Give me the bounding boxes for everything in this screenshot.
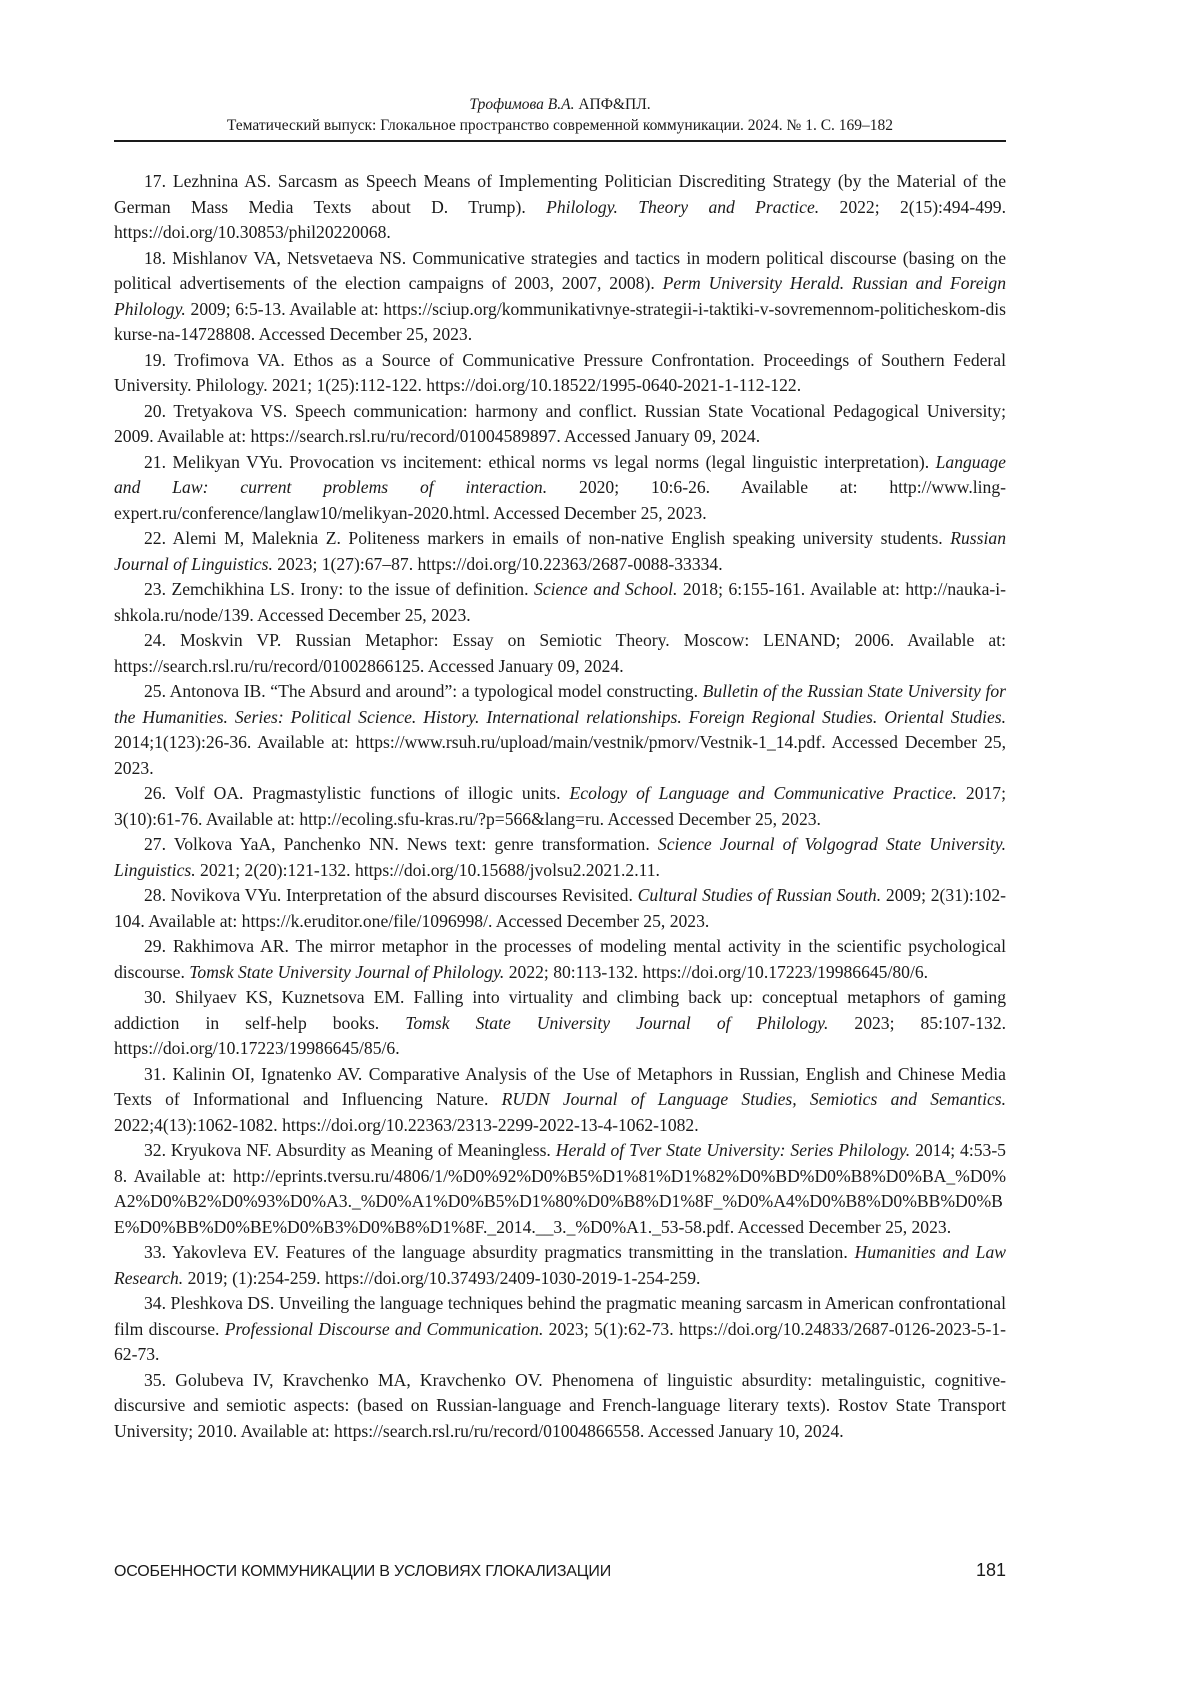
reference-details: 2022; 2(15):494-499. https://doi.org/10.30853/phil20220068. — [114, 197, 1006, 243]
reference-text: Kryukova NF. Absurdity as Meaning of Meaningless. — [171, 1140, 551, 1160]
reference-text: Shilyaev KS, Kuznetsova EM. Falling into virtuality and climbing back up: conceptual metaphors of gaming addiction in self-help books. — [114, 987, 1006, 1033]
reference-details: 2014; 4:53-58. Available at: http://eprints.tversu.ru/4806/1/%D0%92%D0%B5%D1%81%D1%82%D0%BD%D0%B8%D0%BA_%D0%A2%D0%B2%D0%93%D0%A3._%D0%A1%D0%B5%D1%80%D0%B8%D1%8F_%D0%A4%D0%B8%D0%BB%D0%BE%D0%BB%D0%BE%D0%B3%D0%B8%D1%8F._2014.__3._%D0%A1._53-58.pdf. Accessed December 25, 2023. — [114, 1140, 1006, 1237]
reference-item — [114, 628, 1006, 679]
reference-text: Mishlanov VA, Netsvetaeva NS. Communicative strategies and tactics in modern political discourse (basing on the political advertisements of the election campaigns of 2003, 2007, 2008). — [114, 248, 1006, 294]
reference-journal: Human­ities and Law Research. — [114, 1242, 1006, 1288]
reference-number: 26. — [144, 783, 166, 803]
reference-journal: Cultural Studies of Russian South. — [638, 885, 881, 905]
footer-section-title: ОСОБЕННОСТИ КОММУНИКАЦИИ В УСЛОВИЯХ ГЛОКАЛИЗАЦИИ — [114, 1563, 611, 1581]
reference-text: Rakhimova AR. The mirror metaphor in the processes of modeling mental activity in the scientif­ic psychological discourse. — [114, 936, 1006, 982]
reference-details: 2023; 5(1):62-73. https://doi.org/10.24833/2687-0126-2023-5-1-62-73. — [114, 1319, 1006, 1365]
reference-item — [114, 1062, 1006, 1139]
reference-journal: Professional Discourse and Communication. — [225, 1319, 544, 1339]
reference-journal: RUDN Journal of Language Studies, Semiotics and Semantics. — [502, 1089, 1006, 1109]
reference-text: Alemi M, Maleknia Z. Politeness markers in emails of non-native English speaking university students. — [173, 528, 943, 548]
reference-details: 2023; 85:107-132. https://doi.org/10.17223/19986645/85/6. — [114, 1013, 1006, 1059]
reference-text: Novikova VYu. Interpretation of the absurd discourses Revisited. — [171, 885, 633, 905]
reference-number: 28. — [144, 885, 166, 905]
reference-item — [114, 399, 1006, 450]
reference-number: 29. — [144, 936, 166, 956]
reference-journal: Science and School. — [534, 579, 677, 599]
reference-number: 35. — [144, 1370, 166, 1390]
page-number: 181 — [976, 1560, 1006, 1581]
reference-number: 24. — [144, 630, 166, 650]
reference-item — [114, 1291, 1006, 1368]
reference-details: 2009; 6:5-13. Available at: https://sciup.org/kommunikativnye-strate­gii-i-taktiki-v-sovremennom-politicheskom-diskurse-na-14728808. Accessed December 25, 2023. — [114, 299, 1006, 345]
reference-details: 2009; 2(31):102-104. Available at: https://k.eruditor.one/file/1096998/. Accessed December 25, 2023. — [114, 885, 1006, 931]
reference-text: Volf OA. Pragmastylistic functions of illogic units. — [175, 783, 561, 803]
reference-number: 19. — [144, 350, 166, 370]
reference-number: 31. — [144, 1064, 166, 1084]
reference-text: Zemchikhina LS. Irony: to the issue of definition. — [172, 579, 529, 599]
reference-number: 32. — [144, 1140, 166, 1160]
reference-journal: Language and Law: current problems of interaction. — [114, 452, 1006, 498]
reference-text: Melikyan VYu. Provocation vs incitement: ethical norms vs legal norms (legal linguistic interpretation). — [172, 452, 929, 472]
reference-item — [114, 169, 1006, 246]
reference-text: Antonova IB. “The Absurd and around”: a typological model constructing. — [170, 681, 698, 701]
reference-details: 2017; 3(10):61-76. Available at: http://ecoling.sfu-kras.ru/?p=566&lang=ru. Accessed December 25, 2023. — [114, 783, 1006, 829]
reference-item — [114, 679, 1006, 781]
reference-number: 25. — [144, 681, 166, 701]
reference-number: 18. — [144, 248, 166, 268]
header-journal-abbr: АПФ&ПЛ. — [578, 96, 650, 113]
reference-number: 30. — [144, 987, 166, 1007]
reference-details: 2023; 1(27):67–87. https://doi.org/10.22363/2687-0088-33334. — [277, 554, 722, 574]
reference-text: Kalinin OI, Ignatenko AV. Comparative Analysis of the Use of Metaphors in Russian, English and Chi­nese Media Texts of Informational and Influencing Nature. — [114, 1064, 1006, 1110]
reference-number: 17. — [144, 171, 166, 191]
reference-number: 20. — [144, 401, 166, 421]
reference-item — [114, 1368, 1006, 1445]
reference-number: 21. — [144, 452, 166, 472]
reference-item — [114, 883, 1006, 934]
reference-text: Moskvin VP. Russian Metaphor: Essay on Semiotic Theory. Moscow: LENAND; 2006. Available at: https://search.rsl.ru/ru/record/01002866125. Accessed January 09, 2024. — [114, 630, 1006, 676]
reference-text: Tretyakova VS. Speech communication: harmony and conflict. Russian State Vocational Pedagogical University; 2009. Available at: https://search.rsl.ru/ru/record/01004589897. Accessed January 09, 2024. — [114, 401, 1006, 447]
reference-number: 33. — [144, 1242, 166, 1262]
reference-details: 2021; 2(20):121-132. https://doi.org/10.15688/jvolsu2.2021.2.11. — [200, 860, 660, 880]
reference-item — [114, 348, 1006, 399]
reference-journal: Tomsk State University Journal of Philology. — [405, 1013, 828, 1033]
reference-item — [114, 450, 1006, 527]
reference-item — [114, 526, 1006, 577]
reference-item — [114, 1138, 1006, 1240]
reference-journal: Ecology of Language and Communicative Practice. — [570, 783, 957, 803]
reference-item — [114, 246, 1006, 348]
reference-number: 27. — [144, 834, 166, 854]
reference-details: 2019; (1):254-259. https://doi.org/10.37493/2409-1030-2019-1-254-259. — [188, 1268, 701, 1288]
reference-text: Pleshkova DS. Unveiling the language techniques behind the pragmatic meaning sarcasm in Ameri­can confrontational film discourse. — [114, 1293, 1006, 1339]
reference-item — [114, 1240, 1006, 1291]
header-divider — [114, 140, 1006, 142]
reference-list — [114, 169, 1006, 1444]
reference-item — [114, 832, 1006, 883]
reference-details: 2022; 80:113-132. https://doi.org/10.17223/19986645/80/6. — [509, 962, 928, 982]
reference-item — [114, 781, 1006, 832]
reference-details: 2020; 10:6-26. Available at: http://www.ling-expert.ru/conference/langlaw10/melikyan-2020.html. Accessed December 25, 2023. — [114, 477, 1006, 523]
running-header — [114, 94, 1006, 136]
reference-number: 22. — [144, 528, 166, 548]
reference-text: Yakovleva EV. Features of the language absurdity pragmatics transmitting in the translation. — [172, 1242, 848, 1262]
reference-journal: Russian Journal of Linguistics. — [114, 528, 1006, 574]
header-issue-line: Тематический выпуск: Глокальное пространство современной коммуникации. 2024. № 1. С. 169–182 — [114, 115, 1006, 136]
reference-journal: Perm University Her­ald. Russian and Foreign Philology. — [114, 273, 1006, 319]
reference-number: 34. — [144, 1293, 166, 1313]
reference-journal: Science Journal of Volgograd State University. Linguistics. — [114, 834, 1006, 880]
reference-text: Volkova YaA, Panchenko NN. News text: genre transformation. — [174, 834, 650, 854]
reference-number: 23. — [144, 579, 166, 599]
reference-details: 2022;4(13):1062-1082. https://doi.org/10.22363/2313-2299-2022-13-4-1062-1082. — [114, 1115, 699, 1135]
header-line-authors — [114, 94, 1006, 115]
header-authors: Трофимова В.А. — [469, 96, 574, 113]
reference-journal: Philology. Theory and Practice. — [546, 197, 819, 217]
reference-details: 2014;1(123):26-36. Available at: https://www.rsuh.ru/upload/main/vestnik/pmorv/Vestnik-1_14.pdf. Accessed December 25, 2023. — [114, 732, 1006, 778]
reference-item — [114, 985, 1006, 1062]
reference-text: Golubeva IV, Kravchenko MA, Kravchenko OV. Phenomena of linguistic absurdity: metalinguistic, cognitive-discursive and semiotic aspects: (based on Russian-language and French-language literary texts). Rostov State Transport University; 2010. Available at: https://search.rsl.ru/ru/record/01004866558. Accessed January 10, 2024. — [114, 1370, 1006, 1441]
reference-text: Trofimova VA. Ethos as a Source of Communicative Pressure Confrontation. Proceedings of Southern Federal University. Philology. 2021; 1(25):112-122. https://doi.org/10.18522/1995-0640-2021-1-112-122. — [114, 350, 1006, 396]
page-footer — [114, 1560, 1006, 1581]
reference-item — [114, 934, 1006, 985]
reference-item — [114, 577, 1006, 628]
reference-journal: Tomsk State University Journal of Philology. — [189, 962, 504, 982]
reference-journal: Herald of Tver State University: Series Philology. — [556, 1140, 910, 1160]
reference-text: Lezhnina AS. Sarcasm as Speech Means of Implementing Politician Discrediting Strategy (by the Ma­terial of the German Mass Media Texts about D. Trump). — [114, 171, 1006, 217]
reference-journal: Bulletin of the Russian State University for the Humanities. Series: Political Science. History. International relationships. Foreign Regional Studies. Oriental Studies. — [114, 681, 1006, 727]
reference-details: 2018; 6:155-161. Available at: http://nauka-i-shkola.ru/node/139. Accessed December 25, 2023. — [114, 579, 1006, 625]
